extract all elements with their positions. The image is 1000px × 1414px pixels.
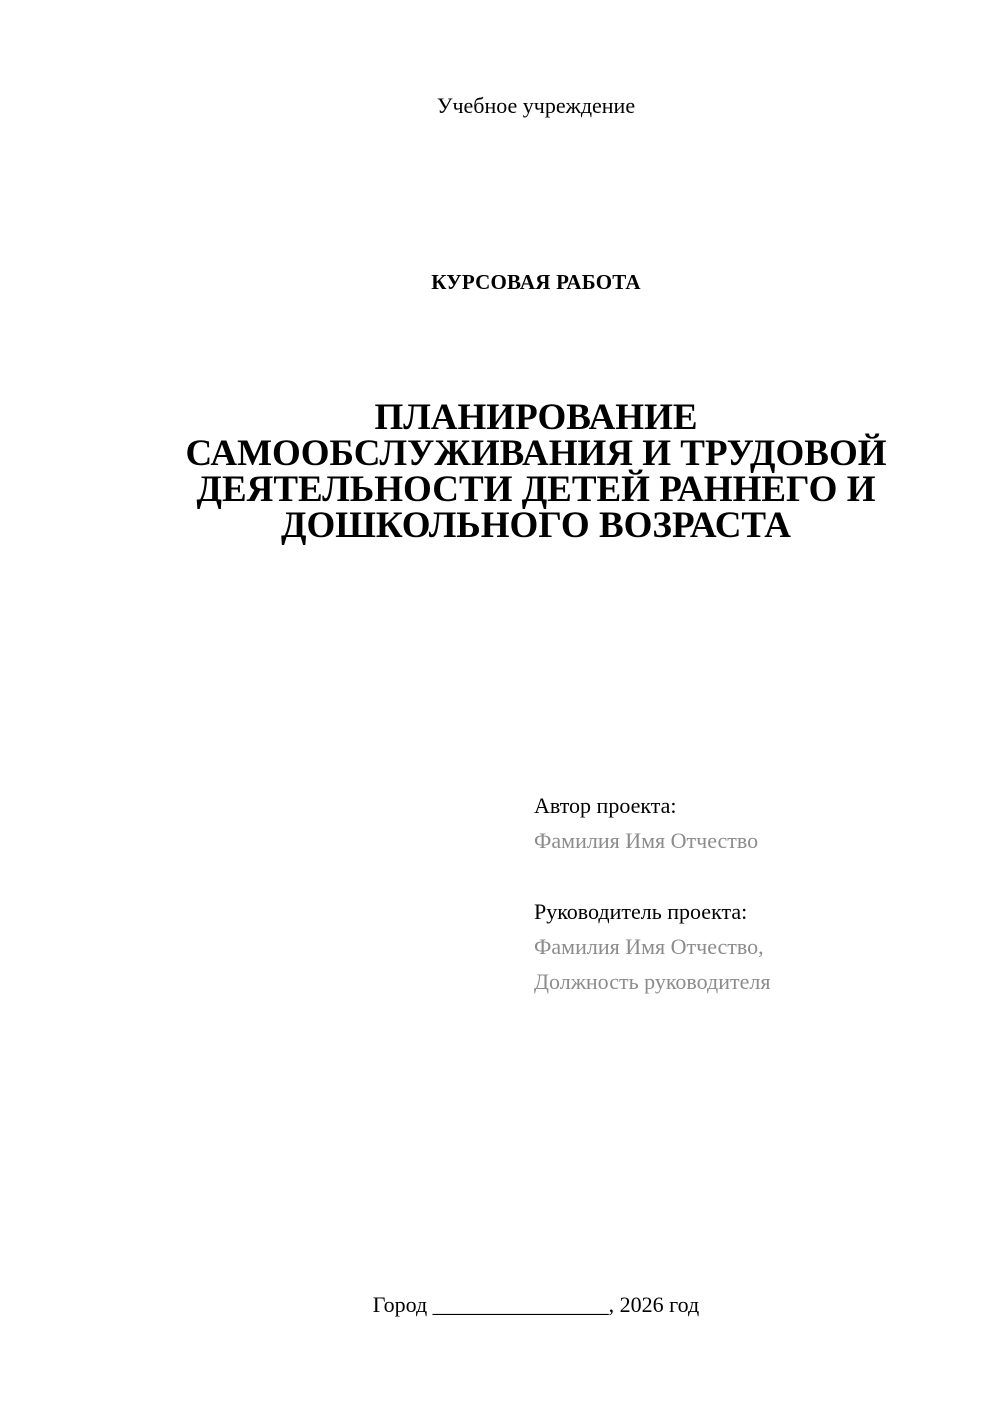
supervisor-name: Фамилия Имя Отчество, (534, 934, 764, 959)
work-title-line: ДЕЯТЕЛЬНОСТИ ДЕТЕЙ РАННЕГО И (196, 469, 876, 510)
author-label: Автор проекта: (534, 793, 677, 818)
work-title-line: ПЛАНИРОВАНИЕ (374, 397, 698, 438)
work-title-line: САМООБСЛУЖИВАНИЯ И ТРУДОВОЙ (185, 433, 887, 474)
author-name: Фамилия Имя Отчество (534, 828, 759, 853)
document-type: КУРСОВАЯ РАБОТА (431, 270, 641, 294)
work-title (150, 397, 922, 546)
info-spacer (534, 858, 974, 894)
supervisor-label: Руководитель проекта: (534, 899, 748, 924)
project-info (534, 788, 974, 999)
supervisor-position: Должность руководителя (534, 969, 771, 994)
city-year-line: Город ________________, 2026 год (372, 1292, 700, 1317)
work-title-line: ДОШКОЛЬНОГО ВОЗРАСТА (281, 505, 791, 546)
institution-name: Учебное учреждение (436, 93, 636, 118)
